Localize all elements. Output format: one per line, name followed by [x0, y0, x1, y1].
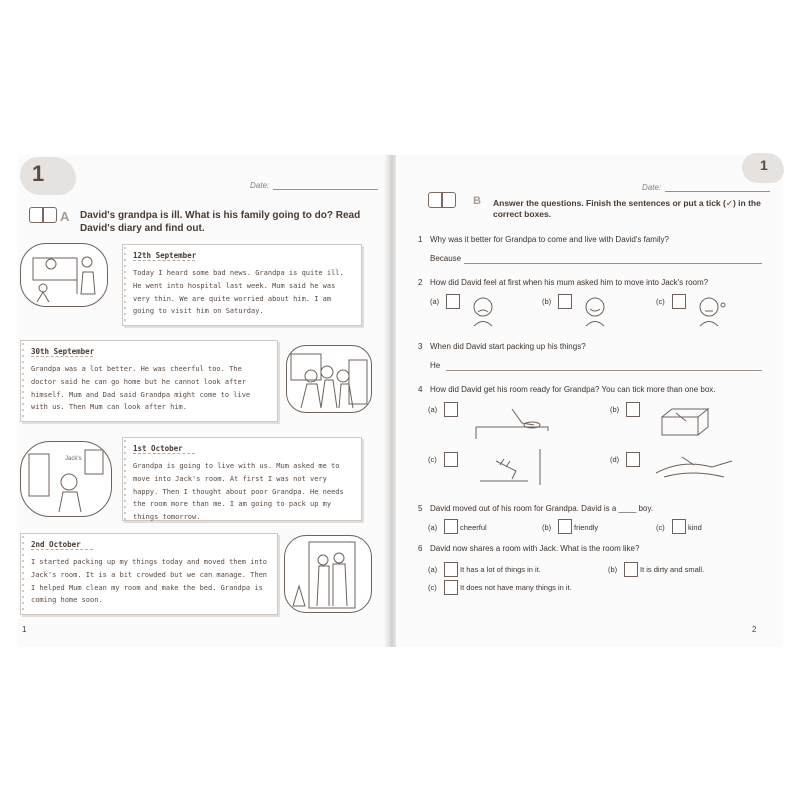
option-label: (a) — [428, 405, 438, 414]
tick-box[interactable] — [444, 452, 458, 467]
date-field[interactable] — [250, 181, 378, 190]
diary-date: 12th September — [133, 251, 197, 260]
section-letter: B — [473, 195, 481, 207]
worried-face-icon — [694, 295, 728, 327]
tick-box[interactable] — [626, 402, 640, 417]
happy-face-icon — [580, 295, 610, 327]
tick-box[interactable] — [672, 294, 686, 309]
diary-text: Grandpa was a lot better. He was cheerful too. The doctor said he can go home but he cannot look after himself. Mum and Dad said Grandpa might come to live with us. Then Mum can look after him. — [31, 365, 251, 412]
illustration-family-in-doorway — [284, 535, 372, 613]
question-number: 5 — [418, 504, 423, 513]
packing-box-icon — [652, 405, 718, 439]
question-number: 2 — [418, 278, 423, 287]
option-text: It has a lot of things in it. — [460, 565, 541, 574]
diary-entry — [20, 340, 278, 422]
sad-face-icon — [468, 295, 498, 327]
page-number: 2 — [752, 625, 757, 634]
page-number: 1 — [22, 625, 27, 634]
answer-prefix: Because — [430, 254, 462, 263]
open-book-icon — [29, 207, 57, 223]
date-field[interactable] — [642, 183, 770, 192]
open-book-icon — [428, 192, 456, 208]
option-label: (c) — [428, 583, 437, 592]
illustration-david-thinking — [20, 441, 112, 517]
tick-box[interactable] — [444, 519, 458, 534]
answer-prefix: He — [430, 361, 441, 370]
date-label: Date: — [250, 181, 270, 190]
question-number: 1 — [418, 235, 423, 244]
option-label: (a) — [428, 565, 438, 574]
tick-box[interactable] — [626, 452, 640, 467]
date-label: Date: — [642, 183, 662, 192]
diary-text: Grandpa is going to live with us. Mum asked me to move into Jack's room. At first I was not very happy. Then I thought about poor Grandpa. He needs the room more than me. I am going to pack up my things tomorrow. — [133, 462, 344, 522]
question-text: David moved out of his room for Grandpa. David is a ____ boy. — [430, 504, 654, 513]
question-text: David now shares a room with Jack. What is the room like? — [430, 544, 640, 553]
svg-text:Jack's: Jack's — [65, 456, 82, 462]
diary-entry — [122, 244, 362, 326]
tick-box[interactable] — [446, 294, 460, 309]
diary-date: 1st October — [133, 444, 183, 453]
section-heading: Answer the questions. Finish the sentences or put a tick (✓) in the correct boxes. — [493, 198, 761, 219]
question-text: When did David start packing up his things? — [430, 342, 586, 351]
making-bed-icon — [652, 447, 736, 487]
answer-line[interactable] — [446, 370, 762, 371]
tick-box[interactable] — [558, 294, 572, 309]
tick-box[interactable] — [558, 519, 572, 534]
diary-entry — [122, 437, 362, 521]
question-number: 4 — [418, 385, 423, 394]
sweeping-floor-icon — [472, 447, 552, 487]
diary-date: 30th September — [31, 347, 95, 356]
left-page — [18, 155, 388, 647]
option-label: (c) — [656, 523, 665, 532]
unit-number: 1 — [32, 161, 45, 186]
answer-line[interactable] — [464, 263, 762, 264]
right-page — [396, 155, 782, 647]
option-label: (a) — [430, 297, 440, 306]
option-text: It does not have many things in it. — [460, 583, 572, 592]
section-letter: A — [60, 209, 70, 224]
diary-text: Today I heard some bad news. Grandpa is quite ill. He went into hospital last week. Mum said he was very thin. We are quite worried about him. I am going to visit him on Saturday. — [133, 269, 344, 316]
question-number: 6 — [418, 544, 423, 553]
diary-text: I started packing up my things today and moved them into Jack's room. It is a bit crowded but we can manage. Then I helped Mum clean my room and make the bed. Grandpa is coming home soon. — [31, 558, 268, 605]
illustration-grandpa-in-hospital — [20, 243, 108, 307]
option-text: friendly — [574, 523, 599, 532]
illustration-family-at-bedside — [286, 345, 372, 413]
option-label: (b) — [542, 523, 552, 532]
unit-number: 1 — [760, 157, 768, 173]
option-text: cheerful — [460, 523, 487, 532]
option-label: (b) — [608, 565, 618, 574]
tick-box[interactable] — [624, 562, 638, 577]
wiping-table-icon — [472, 405, 552, 441]
tick-box[interactable] — [444, 580, 458, 595]
section-heading: David's grandpa is ill. What is his family going to do? Read David's diary and find out. — [80, 210, 361, 234]
diary-entry — [20, 533, 278, 615]
diary-date: 2nd October — [31, 540, 81, 549]
tick-box[interactable] — [672, 519, 686, 534]
option-label: (d) — [610, 455, 620, 464]
option-text: It is dirty and small. — [640, 565, 705, 574]
option-label: (c) — [428, 455, 437, 464]
question-text: How did David feel at first when his mum asked him to move into Jack's room? — [430, 278, 709, 287]
option-text: kind — [688, 523, 702, 532]
tick-box[interactable] — [444, 562, 458, 577]
question-number: 3 — [418, 342, 423, 351]
question-text: How did David get his room ready for Grandpa? You can tick more than one box. — [430, 385, 716, 394]
option-label: (b) — [542, 297, 552, 306]
option-label: (b) — [610, 405, 620, 414]
option-label: (c) — [656, 297, 665, 306]
open-workbook — [18, 155, 782, 647]
question-text: Why was it better for Grandpa to come and live with David's family? — [430, 235, 669, 244]
tick-box[interactable] — [444, 402, 458, 417]
option-label: (a) — [428, 523, 438, 532]
unit-badge-cloud — [20, 157, 76, 195]
